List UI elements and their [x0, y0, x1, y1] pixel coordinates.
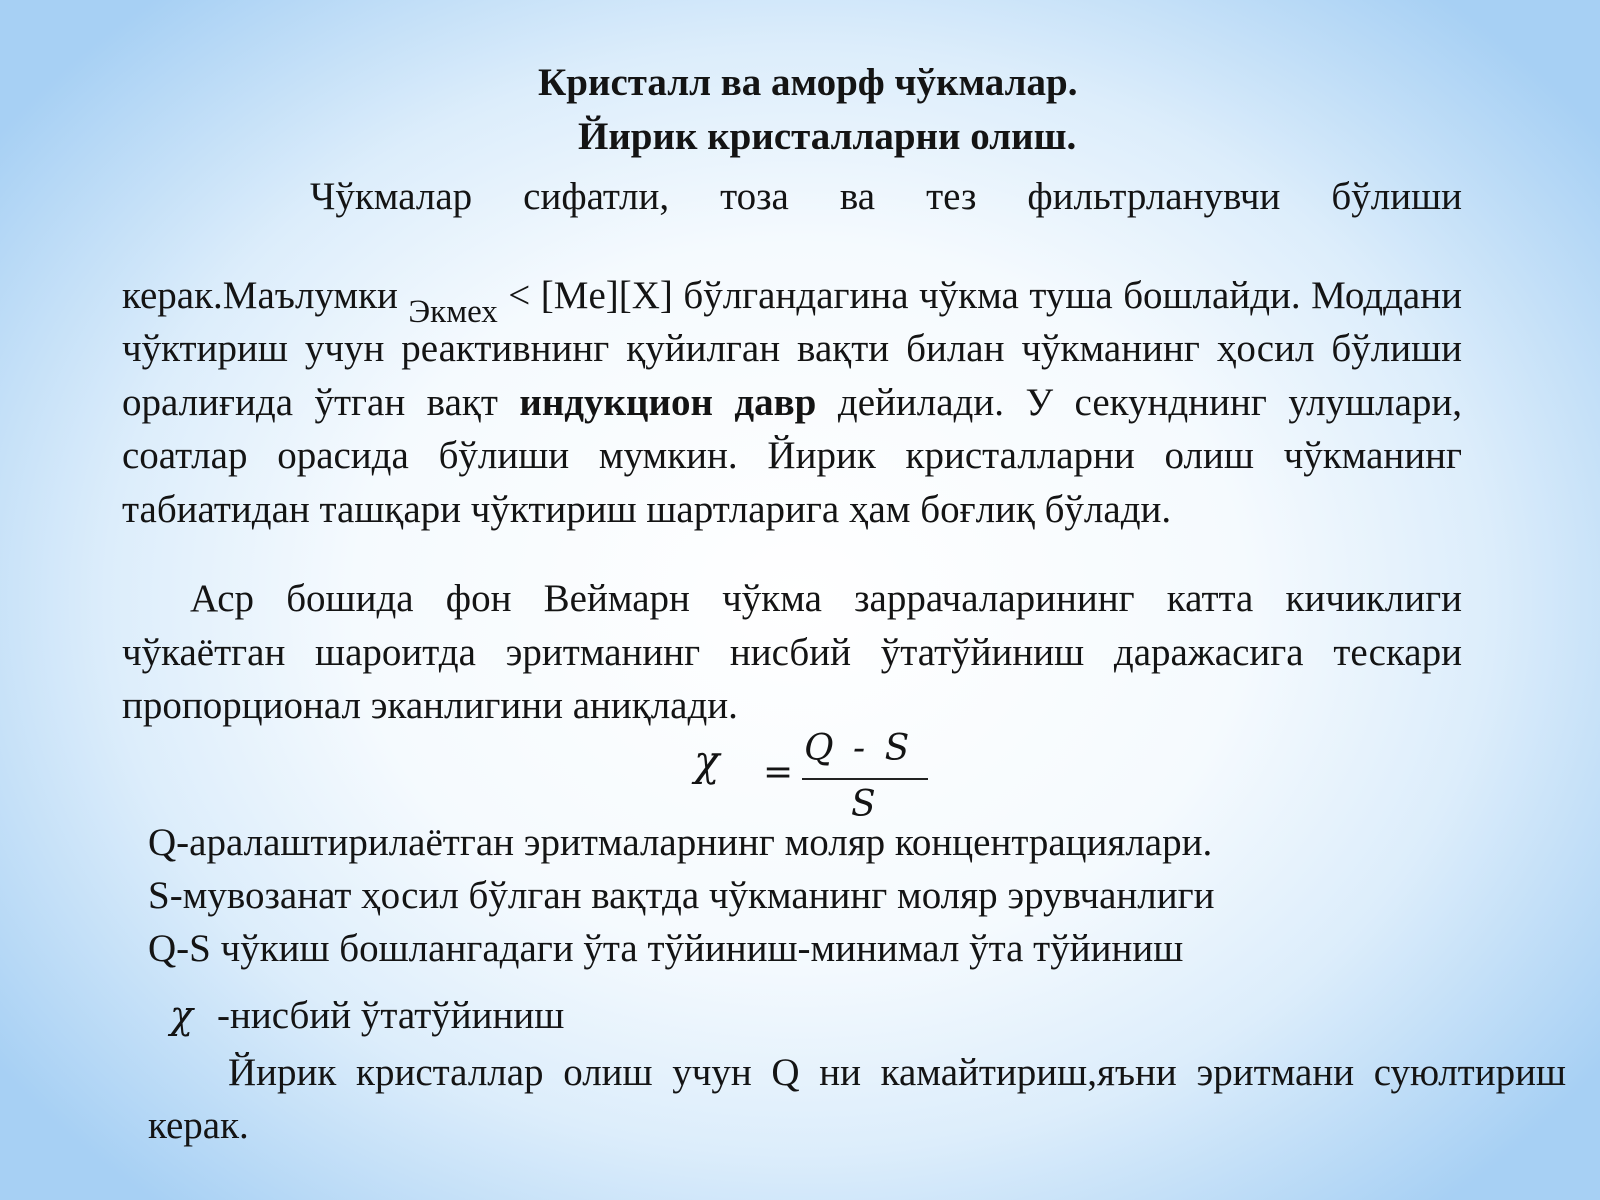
formula-denominator: S — [851, 784, 876, 825]
definition-q: Q-аралаштирилаётган эритмаларнинг моляр концентрациялари. — [148, 821, 1213, 864]
chi-symbol: χ — [170, 993, 194, 1037]
slide-title: Кристалл ва аморф чўкмалар. — [538, 61, 1078, 104]
chi-text: -нисбий ўтатўйиниш — [217, 994, 565, 1037]
slide-subtitle: Йирик кристалларни олиш. — [578, 115, 1077, 158]
definition-s: S-мувозанат ҳосил бўлган вақтда чўкманинг моляр эрувчанлиги — [148, 874, 1215, 917]
formula-lhs: χ — [694, 736, 720, 785]
paragraph-text: дейилади. У секунднинг улушлари, соатлар орасида бўлиши мумкин. Йирик кристалларни олиш чўкманинг табиатидан ташқари чўктириш шартларига ҳам боғлиқ бўлади. — [122, 380, 1462, 531]
paragraph-text: < [Me][X] бўлгандагина чўкма туша бошлайди. Моддани чўктириш учун реактивнинг қуйилган вақти билан чўкманинг ҳосил бўлиши оралиғида ўтган вақт — [122, 273, 1462, 424]
paragraph-weimarn: Аср бошида фон Веймарн чўкма заррачаларининг катта кичиклиги чўкаётган шароитда эритманинг нисбий ўтатўйиниш даражасига тескари пропорционал эканлигини аниқлади. — [122, 577, 1462, 727]
bold-term: индукцион давр — [519, 380, 817, 424]
definition-q-minus-s: Q-S чўкиш бошлангадаги ўта тўйиниш-минимал ўта тўйиниш — [148, 927, 1184, 970]
definitions-list — [148, 816, 1548, 975]
subscript-label: Экмех — [408, 293, 498, 330]
conclusion-paragraph: Йирик кристаллар олиш учун Q ни камайтириш,яъни эритмани суюлтириш керак. — [148, 1051, 1566, 1147]
formula-equals: = — [763, 752, 794, 793]
fraction-bar — [802, 778, 928, 780]
paragraph-solubility — [122, 170, 1462, 536]
paragraph-text: Чўкмалар сифатли, тоза ва тез фильтрланувчи бўлиши керак.Маълумки — [122, 175, 1462, 317]
formula-numerator: Q - S — [804, 728, 914, 769]
definition-chi — [148, 993, 564, 1038]
